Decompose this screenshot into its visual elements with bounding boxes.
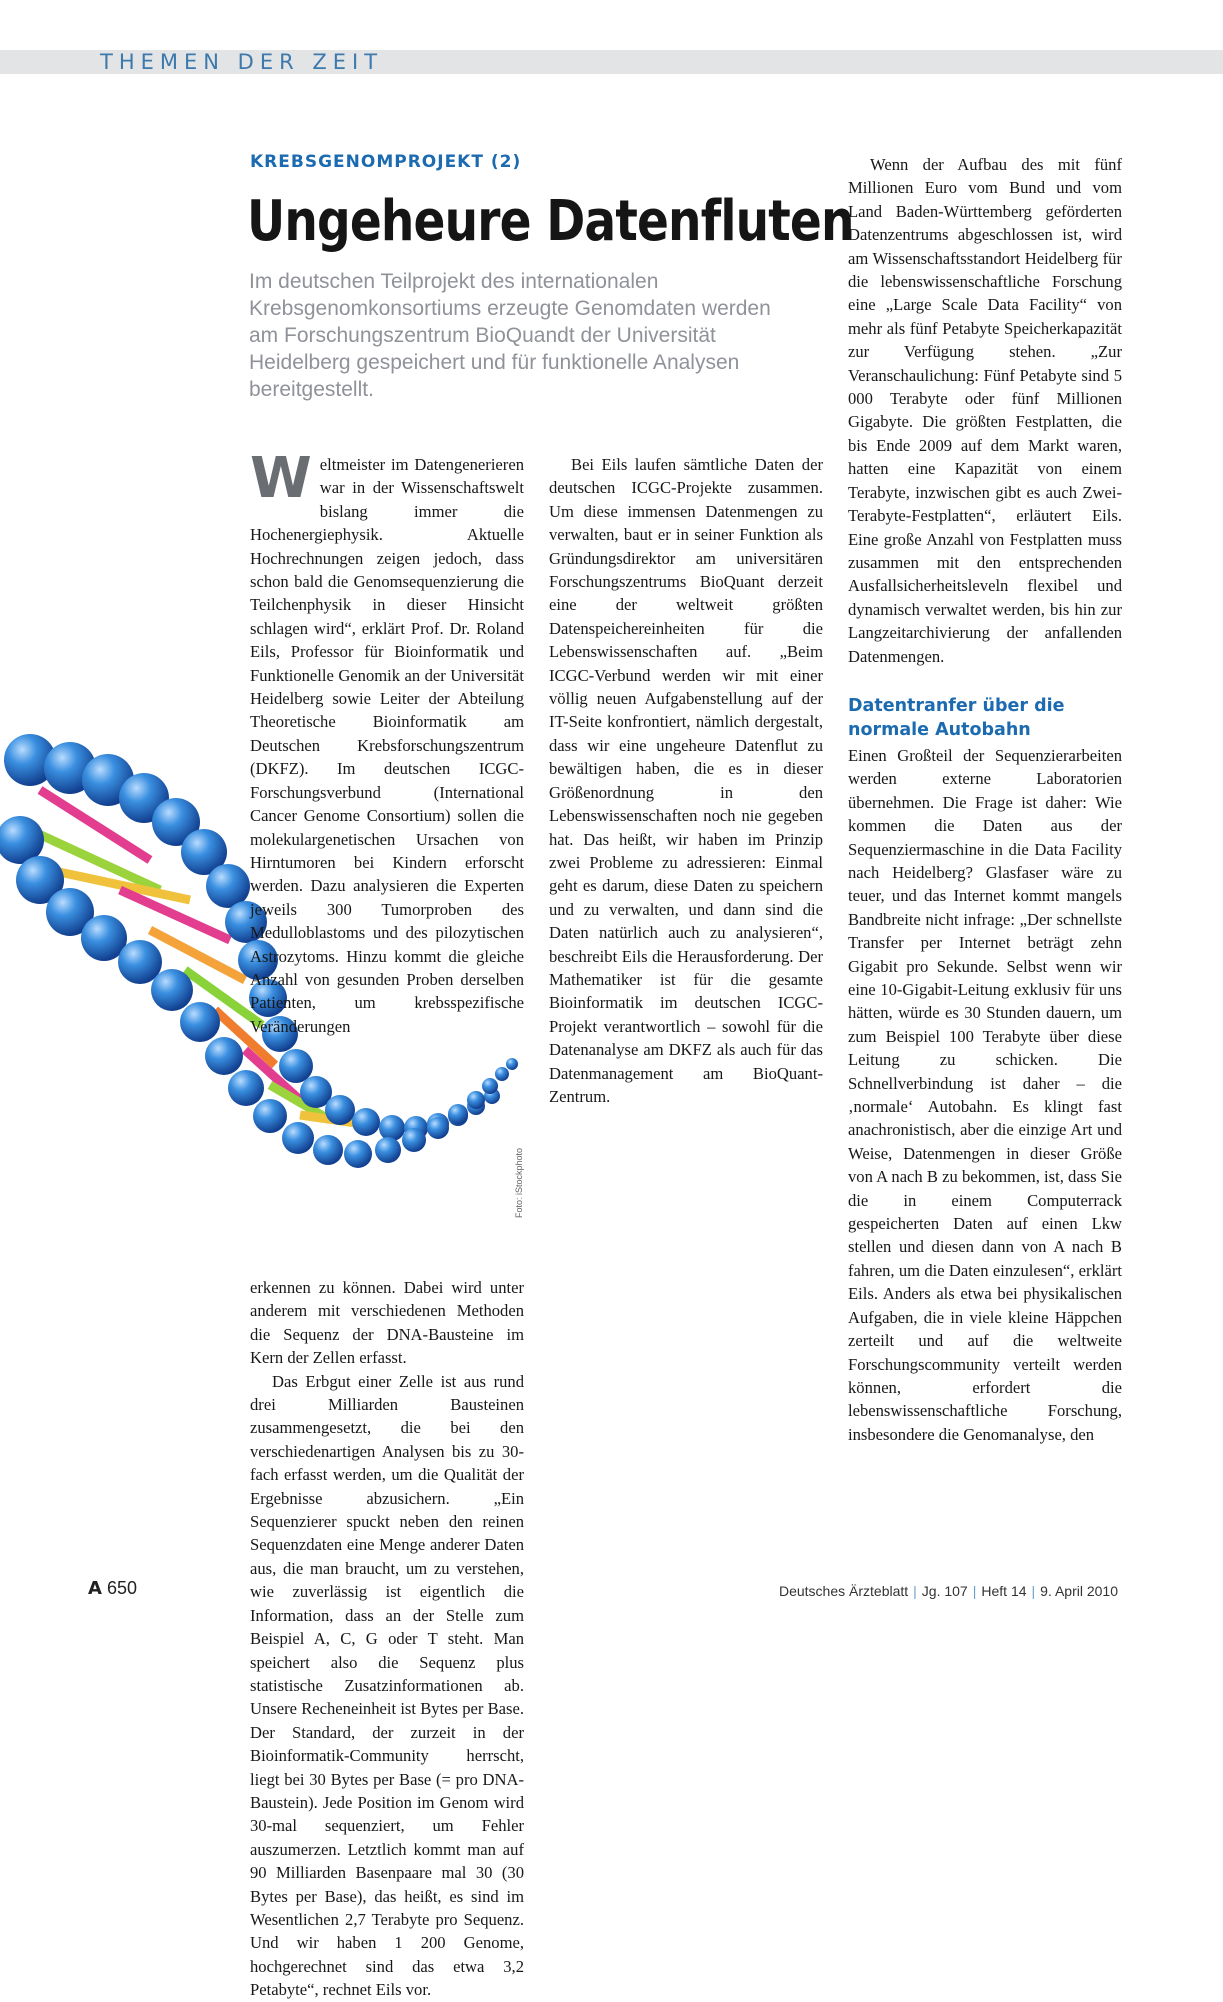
- article-subheading: Datentranfer über die normale Autobahn: [848, 695, 1065, 740]
- body-paragraph-2: Das Erbgut einer Zelle ist aus rund drei Milliarden Bausteinen zusammengesetzt, die bei den verschiedenartigen Analysen bis zu 30-fach erfasst werden, um die Qualität der Ergebnisse abzusichern. „Ein Sequenzierer spuckt neben den reinen Sequenzdaten eine Menge anderer Daten aus, die man braucht, um zu verstehen, wie zuverlässig ist eigentlich die Information, dass an der Stelle zum Beispiel A, C, G oder T steht. Man speichert also die Sequenz plus statistische Zusatzinformationen ab. Unsere Recheneinheit ist Bytes per Base. Der Standard, der zurzeit in der Bioinformatik-Community herrscht, liegt bei 30 Bytes per Base (= pro DNA-Baustein). Jede Position im Genom wird 30-mal sequenziert, um Fehler auszumerzen. Letztlich kommt man auf 90 Milliarden Basenpaare mal 30 (30 Bytes per Base), das heißt, es sind im Wesentlichen 2,7 Terabyte pro Sequenz. Und wir haben 1 200 Genome, hochgerechnet sind das etwa 3,2 Petabyte“, rechnet Eils vor.: [250, 1371, 524, 2000]
- article-headline: Ungeheure Datenfluten: [247, 189, 854, 254]
- body-column-1: [250, 446, 524, 1038]
- journal-volume: Jg. 107: [921, 1583, 968, 1599]
- journal-name: Deutsches Ärzteblatt: [778, 1583, 909, 1599]
- body-paragraph-3: Bei Eils laufen sämtliche Daten der deutschen ICGC-Projekte zusammen. Um diese immensen Datenmengen zu verwalten, baut er in seiner Funktion als Gründungsdirektor am universitären Forschungszentrums BioQuant derzeit eine der weltweit größten Datenspeichereinheiten für die Lebenswissenschaften auf. „Beim ICGC-Verbund werden wir mit einer völlig neuen Aufgabenstellung auf der IT-Seite konfrontiert, nämlich dergestalt, dass wir eine ungeheure Datenflut zu bewältigen haben, die es in dieser Größenordnung in den Lebenswissenschaften noch nie gegeben hat. Das heißt, wir haben im Prinzip zwei Probleme zu adressieren: Einmal geht es darum, diese Daten zu speichern und zu verwalten, und dann sind die Daten natürlich auch zu analysieren“, beschreibt Eils die Herausforderung. Der Mathematiker ist für die gesamte Bioinformatik im deutschen ICGC-Projekt verantwortlich – sowohl für die Datenanalyse am DKFZ als auch für das Datenmanagement am BioQuant-Zentrum.: [549, 455, 823, 1106]
- body-paragraph-1a: eltmeister im Datengenerieren war in der Wissenschaftswelt bislang immer die Hochenergiephysik. Aktuelle Hochrechnungen zeigen jedoch, dass schon bald die Genomsequenzierung die Teilchenphysik in dieser Hinsicht schlagen wird“, erklärt Prof. Dr. Roland Eils, Professor für Bioinformatik und Funktionelle Genomik an der Universität Heidelberg sowie Leiter der Abteilung Theoretische Bioinformatik am Deutschen Krebsforschungszentrum (DKFZ). Im deutschen ICGC-Forschungsverbund (International Cancer Genome Consortium) sollen die molekulargenetischen Ursachen von Hirntumoren bei Kindern erforscht werden. Dazu analysieren die Experten jeweils 300 Tumorproben des Medulloblastoms und des pilozytischen Astrozytoms. Hinzu kommt die gleiche Anzahl von gesunden Proben derselben Patienten, um krebsspezifische Veränderungen: [250, 455, 524, 1036]
- journal-footer: Deutsches Ärzteblatt | Jg. 107 | Heft 14 | 9. April 2010: [778, 1583, 1118, 1599]
- journal-issue: Heft 14: [981, 1583, 1027, 1599]
- journal-date: 9. April 2010: [1040, 1583, 1118, 1599]
- body-column-3: [848, 153, 1122, 1446]
- drop-cap: W: [250, 446, 312, 511]
- page-number-value: 650: [106, 1578, 137, 1598]
- body-paragraph-1b: erkennen zu können. Dabei wird unter anderem mit verschiedenen Methoden die Sequenz der DNA-Bausteine im Kern der Zellen erfasst.: [250, 1278, 524, 1368]
- page-number: [88, 1578, 137, 1599]
- photo-credit: Foto: iStockphoto: [514, 1147, 524, 1218]
- page-prefix: A: [88, 1578, 102, 1599]
- section-label: THEMEN DER ZEIT: [100, 50, 384, 74]
- body-paragraph-5: Einen Großteil der Sequenzierarbeiten werden externe Laboratorien übernehmen. Die Frage ist daher: Wie kommen die Daten aus der Sequenziermaschine in die Data Facility nach Heidelberg? Glasfaser wäre zu teuer, und das Internet kommt mangels Bandbreite nicht infrage: „Der schnellste Transfer per Internet beträgt zehn Gigabit pro Sekunde. Selbst wenn wir eine 10-Gigabit-Leitung exklusiv für uns hätten, würde es 30 Stunden dauern, um zum Beispiel 100 Terabyte über diese Leitung zu schicken. Die Schnellverbindung ist daher – die ‚normale‘ Autobahn. Es klingt fast anachronistisch, aber die einzige Art und Weise, Datenmengen in dieser Größe von A nach B zu bekommen, ist, dass Sie die in einem Computerrack gespeicherten Daten auf einen Lkw stellen und diesen dann von A nach B fahren, um die Daten einzulesen“, erklärt Eils. Anders als etwa bei physikalischen Aufgaben, die in viele kleine Häppchen zerteilt und auf die weltweite Forschungscommunity verteilt werden können, erfordert die lebenswissenschaftliche Forschung, insbesondere die Genomanalyse, den: [848, 745, 1122, 1444]
- body-paragraph-4: Wenn der Aufbau des mit fünf Millionen Euro vom Bund und vom Land Baden-Württemberg geförderten Datenzentrums abgeschlossen ist, wird am Wissenschaftsstandort Heidelberg für die lebenswissenschaftliche Forschung eine „Large Scale Data Facility“ von mehr als fünf Petabyte Speicherkapazität zur Verfügung stehen. „Zur Veranschaulichung: Fünf Petabyte sind 5 000 Terabyte oder fünf Millionen Gigabyte. Die größten Festplatten, die bis Ende 2009 auf dem Markt waren, hatten eine Kapazität von einem Terabyte, inzwischen gibt es auch Zwei-Terabyte-Festplatten“, erläutert Eils. Eine große Anzahl von Festplatten muss zusammen mit den entsprechenden Ausfallsicherheitsleveln flexibel und dynamisch verwaltet werden, bis hin zur Langzeitarchivierung der anfallenden Datenmengen.: [848, 155, 1122, 666]
- article-kicker: KREBSGENOMPROJEKT (2): [250, 152, 522, 172]
- article-lead: Im deutschen Teilprojekt des internationalen Krebsgenomkonsortiums erzeugte Genomdaten werden am Forschungszentrum BioQuandt der Universität Heidelberg gespeichert und für funktionelle Analysen bereitgestellt.: [249, 270, 771, 401]
- body-column-1-continued: [250, 1276, 524, 2002]
- body-column-2: [549, 453, 823, 1108]
